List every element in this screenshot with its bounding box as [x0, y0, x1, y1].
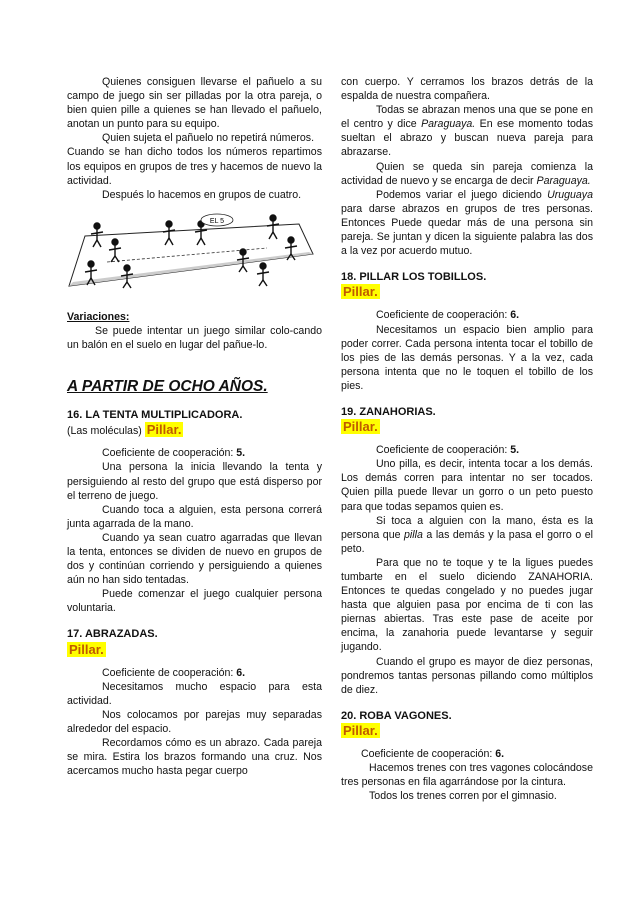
left-column: [67, 75, 322, 778]
game-title: 16. LA TENTA MULTIPLICADORA.: [67, 409, 243, 422]
tag-line: [341, 723, 593, 739]
paragraph: Después lo hacemos en grupos de cuatro.: [102, 188, 302, 201]
paragraph: Necesitamos un espacio bien amplio para poder correr. Cada persona intenta tocar el tobillo de los pies de las demás personas. Y a la vez, cada persona intenta que no le toquen el tobillo de los pies.: [341, 323, 593, 392]
coefficient: Coeficiente de cooperación: 5.: [102, 447, 246, 460]
tag-badge: Pillar.: [146, 422, 182, 438]
tag-badge: Pillar.: [343, 419, 378, 435]
game-title: 18. PILLAR LOS TOBILLOS.: [341, 271, 487, 284]
coefficient: Coeficiente de cooperación: 6.: [102, 666, 246, 679]
game-subtitle-line: (Las moléculas) Pillar.: [67, 422, 182, 438]
coefficient: Coeficiente de cooperación: 5.: [376, 444, 520, 457]
paragraph: con cuerpo. Y cerramos los brazos detrás de la espalda de nuestra compañera.: [341, 76, 593, 103]
paragraph: Cuando ya sean cuatro agarradas que llevan la tenta, entonces se dividen de nuevo en grupos de dos y continúan corriendo y persiguiendo a quienes aún no han sido tentadas.: [67, 531, 322, 587]
tag-badge: Pillar.: [343, 284, 378, 300]
right-column: [341, 75, 593, 803]
paragraph: Nos colocamos por parejas muy separadas alrededor del espacio.: [67, 708, 322, 735]
paragraph: Uno pilla, es decir, intenta tocar a los demás. Los demás corren para intentar no ser tocados. Quien pilla puede llevar un gorro o un peto puesto para que todas sepamos quien es.: [341, 458, 593, 513]
paragraph: Todas se abrazan menos una que se pone en el centro y dice Paraguaya. En ese momento todas sueltan el abrazo y buscan nueva pareja para abrazarse.: [341, 104, 593, 159]
paragraph: Quien se queda sin pareja comienza la actividad de nuevo y se encarga de decir Paraguaya.: [341, 160, 593, 187]
paragraph: Hacemos trenes con tres vagones colocándose tres personas en fila agarrándose por la cintura.: [341, 762, 593, 789]
paragraph: Quienes consiguen llevarse el pañuelo a su campo de juego sin ser pilladas por la otra pareja, o bien quien pille a quienes se han llevado el pañuelo, anotan un punto para su equipo.: [67, 76, 322, 131]
paragraph: Se puede intentar un juego similar colo-cando un balón en el suelo en lugar del pañue-lo.: [67, 324, 322, 352]
game-illustration: [67, 212, 319, 300]
coefficient: Coeficiente de cooperación: 6.: [361, 748, 505, 761]
paragraph: Para que no te toque y te la ligues puedes tumbarte en el suelo diciendo ZANAHORIA. Entonces te quedas congelado y no puedes jugar hasta que alguien pasa por encima de ti con las piernas abiertas. Tras este pase de aceite por encima, la zanahoria puede levantarse y seguir jugando.: [341, 556, 593, 654]
game-title: 20. ROBA VAGONES.: [341, 709, 452, 722]
paragraph: Necesitamos mucho espacio para esta actividad.: [67, 680, 322, 707]
paragraph: Puede comenzar el juego cualquier persona voluntaria.: [67, 588, 322, 615]
section-title: A PARTIR DE OCHO AÑOS.: [67, 378, 268, 396]
tag-badge: Pillar.: [343, 722, 378, 738]
paragraph: Todos los trenes corren por el gimnasio.: [369, 790, 557, 803]
paragraph: Si toca a alguien con la mano, ésta es la persona que pilla a las demás y la pasa el gorro o el peto.: [341, 514, 593, 555]
paragraph: Cuando toca a alguien, esta persona correrá junta agarrada de la mano.: [67, 503, 322, 530]
variaciones-title: Variaciones:: [67, 310, 130, 323]
paragraph: Recordamos cómo es un abrazo. Cada pareja se mira. Estira los brazos formando una cruz. Nos acercamos mucho hasta pegar cuerpo: [67, 737, 322, 778]
tag-line: [341, 284, 593, 300]
tag-line: [341, 419, 593, 435]
paragraph: Cuando se han dicho todos los números repartimos los equipos en grupos de tres y hacemos de nuevo la actividad.: [67, 146, 322, 187]
tag-badge: Pillar.: [69, 641, 104, 657]
game-title: 17. ABRAZADAS.: [67, 628, 158, 641]
speech-bubble-label: EL 5: [209, 217, 225, 225]
game-title: 19. ZANAHORIAS.: [341, 405, 436, 418]
tag-line: [67, 642, 322, 658]
coefficient: Coeficiente de cooperación: 6.: [376, 309, 520, 322]
paragraph: Cuando el grupo es mayor de diez personas, pondremos tantas personas pillando como múltiplos de diez.: [341, 655, 593, 696]
paragraph: Quien sujeta el pañuelo no repetirá números.: [102, 132, 315, 145]
paragraph: Una persona la inicia llevando la tenta y persiguiendo al resto del grupo que está disperso por el terreno de juego.: [67, 461, 322, 502]
paragraph: Podemos variar el juego diciendo Uruguaya para darse abrazos en grupos de tres personas. Entonces Puede quedar más de una persona sin pareja. Se juntan y dicen la siguiente palabra las dos a la vez por acuerdo mutuo.: [341, 188, 593, 258]
